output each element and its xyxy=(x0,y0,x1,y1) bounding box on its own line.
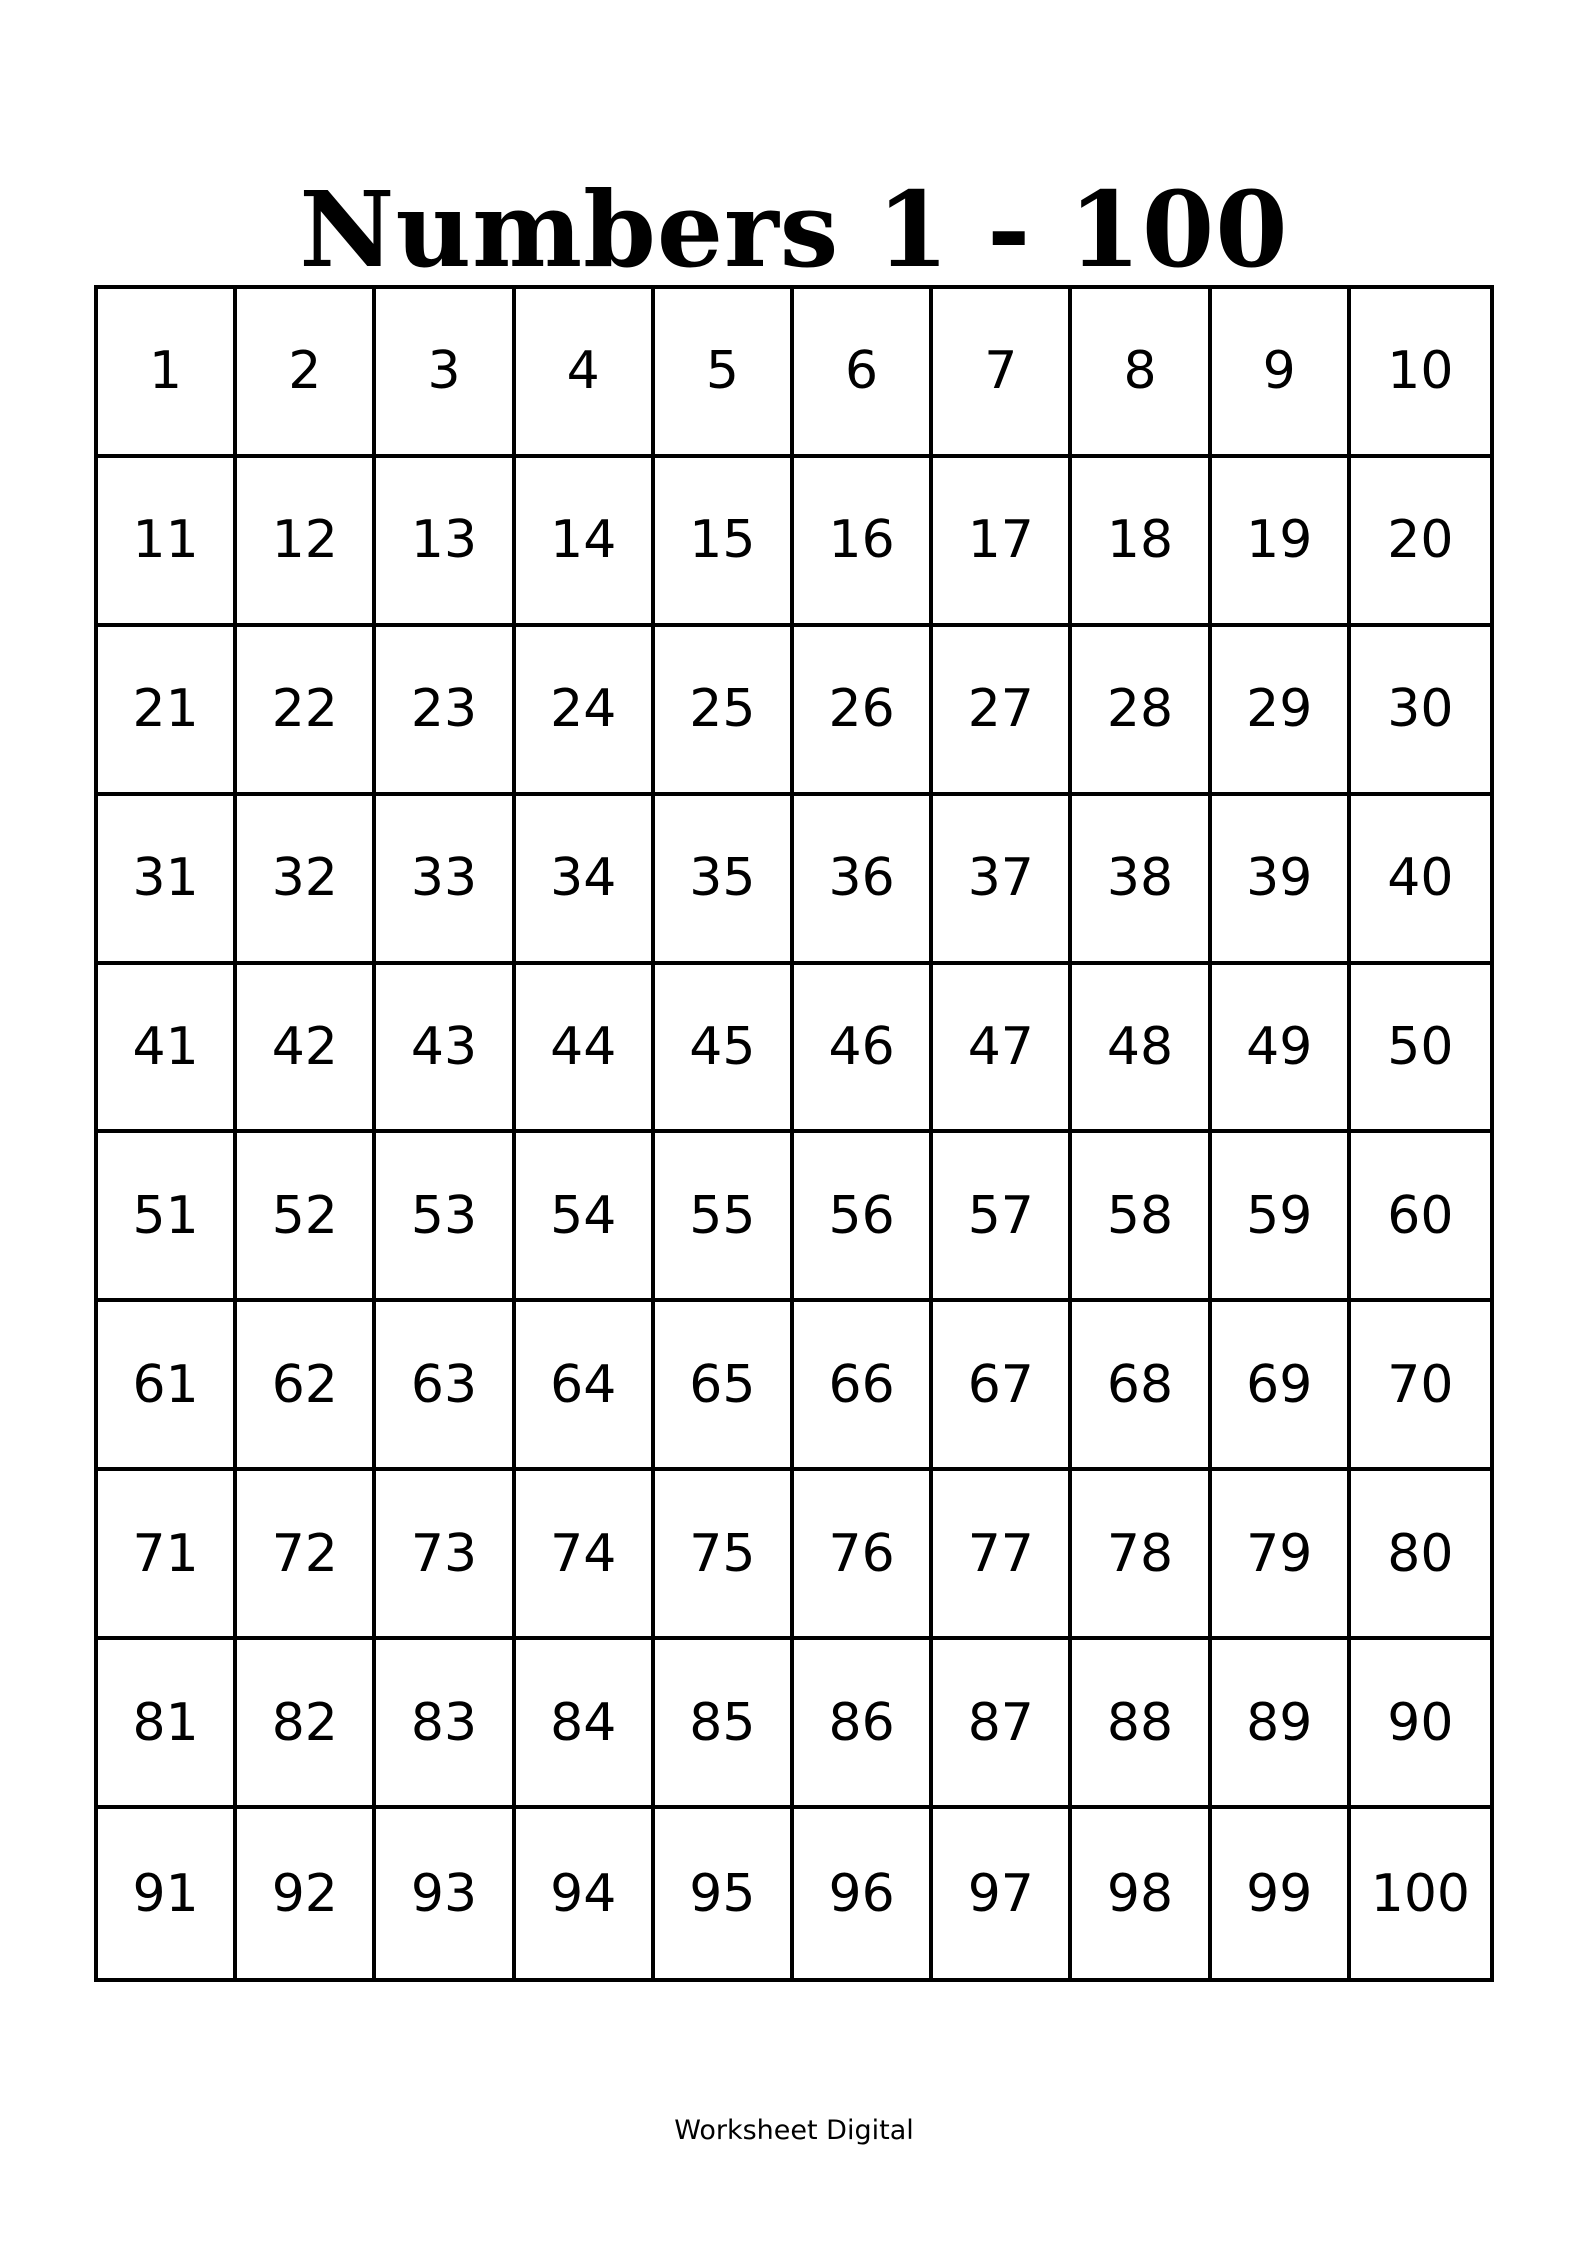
grid-cell: 37 xyxy=(933,796,1072,965)
page-title: Numbers 1 - 100 xyxy=(299,167,1289,291)
grid-cell: 59 xyxy=(1212,1133,1351,1302)
grid-cell: 32 xyxy=(237,796,376,965)
grid-cell: 2 xyxy=(237,289,376,458)
grid-cell: 74 xyxy=(516,1471,655,1640)
grid-cell: 63 xyxy=(376,1302,515,1471)
grid-cell: 49 xyxy=(1212,965,1351,1134)
grid-cell: 8 xyxy=(1072,289,1211,458)
grid-cell: 56 xyxy=(794,1133,933,1302)
footer-credit: Worksheet Digital xyxy=(674,2115,914,2146)
grid-cell: 44 xyxy=(516,965,655,1134)
grid-cell: 77 xyxy=(933,1471,1072,1640)
grid-cell: 66 xyxy=(794,1302,933,1471)
grid-cell: 89 xyxy=(1212,1640,1351,1809)
grid-cell: 82 xyxy=(237,1640,376,1809)
grid-cell: 72 xyxy=(237,1471,376,1640)
grid-cell: 33 xyxy=(376,796,515,965)
grid-cell: 100 xyxy=(1370,1863,1471,1924)
grid-cell: 1 xyxy=(98,289,237,458)
grid-cell: 41 xyxy=(98,965,237,1134)
grid-cell: 38 xyxy=(1072,796,1211,965)
grid-cell: 36 xyxy=(794,796,933,965)
grid-cell: 88 xyxy=(1072,1640,1211,1809)
grid-cell: 81 xyxy=(98,1640,237,1809)
grid-cell: 97 xyxy=(933,1809,1072,1978)
grid-cell: 55 xyxy=(655,1133,794,1302)
grid-cell: 98 xyxy=(1072,1809,1211,1978)
grid-cell: 4 xyxy=(516,289,655,458)
grid-cell: 96 xyxy=(794,1809,933,1978)
grid-cell: 35 xyxy=(655,796,794,965)
grid-cell: 13 xyxy=(376,458,515,627)
grid-cell: 53 xyxy=(376,1133,515,1302)
grid-cell: 94 xyxy=(516,1809,655,1978)
grid-cell: 15 xyxy=(655,458,794,627)
grid-cell: 71 xyxy=(98,1471,237,1640)
grid-cell: 51 xyxy=(98,1133,237,1302)
grid-cell: 95 xyxy=(655,1809,794,1978)
grid-cell: 70 xyxy=(1351,1302,1490,1471)
grid-cell: 47 xyxy=(933,965,1072,1134)
grid-cell: 17 xyxy=(933,458,1072,627)
grid-cell: 25 xyxy=(655,627,794,796)
grid-cell: 29 xyxy=(1212,627,1351,796)
grid-cell: 46 xyxy=(794,965,933,1134)
grid-cell: 34 xyxy=(516,796,655,965)
grid-cell: 27 xyxy=(933,627,1072,796)
grid-cell: 3 xyxy=(376,289,515,458)
grid-cell: 11 xyxy=(98,458,237,627)
grid-cell: 54 xyxy=(516,1133,655,1302)
grid-cell: 79 xyxy=(1212,1471,1351,1640)
grid-cell: 91 xyxy=(98,1809,237,1978)
grid-cell: 16 xyxy=(794,458,933,627)
grid-cell: 28 xyxy=(1072,627,1211,796)
grid-cell: 39 xyxy=(1212,796,1351,965)
grid-cell: 10 xyxy=(1351,289,1490,458)
grid-cell: 14 xyxy=(516,458,655,627)
grid-cell: 9 xyxy=(1212,289,1351,458)
grid-cell: 52 xyxy=(237,1133,376,1302)
grid-cell: 85 xyxy=(655,1640,794,1809)
grid-cell: 12 xyxy=(237,458,376,627)
grid-cell: 68 xyxy=(1072,1302,1211,1471)
grid-cell: 84 xyxy=(516,1640,655,1809)
grid-cell: 26 xyxy=(794,627,933,796)
grid-cell: 64 xyxy=(516,1302,655,1471)
grid-cell: 75 xyxy=(655,1471,794,1640)
grid-cell: 61 xyxy=(98,1302,237,1471)
grid-cell: 18 xyxy=(1072,458,1211,627)
grid-cell: 31 xyxy=(98,796,237,965)
grid-cell: 99 xyxy=(1212,1809,1351,1978)
grid-cell: 86 xyxy=(794,1640,933,1809)
grid-cell: 76 xyxy=(794,1471,933,1640)
grid-cell: 50 xyxy=(1351,965,1490,1134)
grid-cell: 40 xyxy=(1351,796,1490,965)
grid-cell: 43 xyxy=(376,965,515,1134)
grid-cell: 57 xyxy=(933,1133,1072,1302)
number-grid xyxy=(94,285,1494,1982)
grid-cell: 92 xyxy=(237,1809,376,1978)
grid-cell: 45 xyxy=(655,965,794,1134)
grid-cell: 60 xyxy=(1351,1133,1490,1302)
grid-cell: 21 xyxy=(98,627,237,796)
grid-cell: 42 xyxy=(237,965,376,1134)
grid-cell: 65 xyxy=(655,1302,794,1471)
grid-cell: 73 xyxy=(376,1471,515,1640)
grid-cell: 7 xyxy=(933,289,1072,458)
grid-cell: 19 xyxy=(1212,458,1351,627)
grid-cell: 83 xyxy=(376,1640,515,1809)
grid-cell: 22 xyxy=(237,627,376,796)
grid-cell: 90 xyxy=(1351,1640,1490,1809)
grid-cell: 67 xyxy=(933,1302,1072,1471)
grid-cell: 20 xyxy=(1351,458,1490,627)
grid-cell: 5 xyxy=(655,289,794,458)
grid-cell: 30 xyxy=(1351,627,1490,796)
grid-cell: 93 xyxy=(376,1809,515,1978)
grid-cell: 58 xyxy=(1072,1133,1211,1302)
grid-cell: 80 xyxy=(1351,1471,1490,1640)
grid-cell: 48 xyxy=(1072,965,1211,1134)
grid-cell: 87 xyxy=(933,1640,1072,1809)
grid-cell: 78 xyxy=(1072,1471,1211,1640)
grid-cell: 69 xyxy=(1212,1302,1351,1471)
grid-cell: 24 xyxy=(516,627,655,796)
grid-cell: 62 xyxy=(237,1302,376,1471)
grid-cell: 23 xyxy=(376,627,515,796)
grid-cell: 6 xyxy=(794,289,933,458)
